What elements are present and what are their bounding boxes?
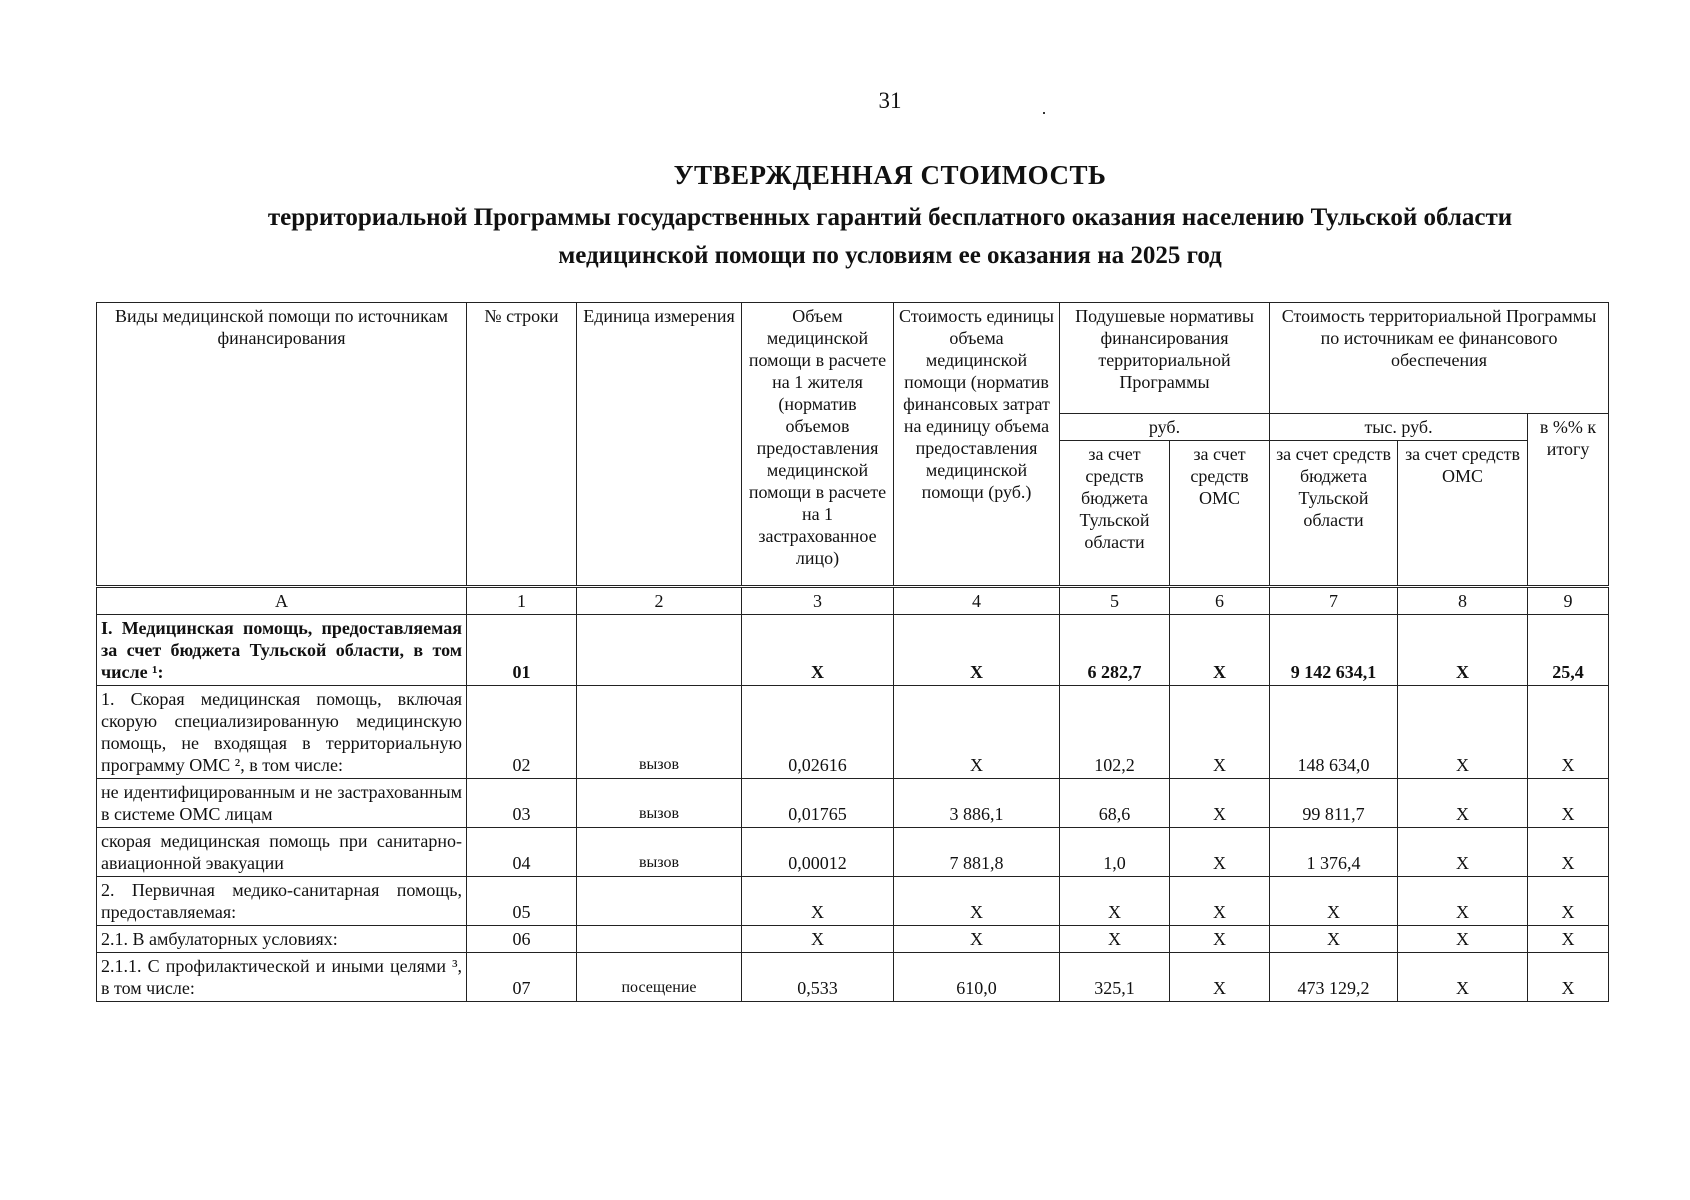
row-volume: 0,00012 bbox=[742, 828, 894, 877]
table-row bbox=[97, 686, 1609, 779]
row-number: 01 bbox=[467, 615, 577, 686]
row-per-capita-oms: Х bbox=[1170, 686, 1270, 779]
table-row bbox=[97, 953, 1609, 1002]
numbering-cell: 6 bbox=[1170, 587, 1270, 615]
row-description: 2.1. В амбулаторных условиях: bbox=[97, 926, 467, 953]
header-group-7-9: Стоимость территориальной Программы по источникам ее финансового обеспечения bbox=[1270, 303, 1609, 414]
row-unit: посещение bbox=[577, 953, 742, 1002]
document-title bbox=[180, 160, 1600, 275]
row-cost-oms: Х bbox=[1398, 828, 1528, 877]
row-volume: 0,02616 bbox=[742, 686, 894, 779]
header-col-8: за счет средств ОМС bbox=[1398, 441, 1528, 587]
row-unit-cost: 7 881,8 bbox=[894, 828, 1060, 877]
row-description: скорая медицинская помощь при санитарно-авиационной эвакуации bbox=[97, 828, 467, 877]
row-description: 1. Скорая медицинская помощь, включая скорую специализированную медицинскую помощь, не входящая в территориальную программу ОМС ², в том числе: bbox=[97, 686, 467, 779]
header-row-1 bbox=[97, 303, 1609, 414]
row-percent: 25,4 bbox=[1528, 615, 1609, 686]
header-unit-rub: руб. bbox=[1060, 414, 1270, 441]
table-row bbox=[97, 926, 1609, 953]
row-percent: Х bbox=[1528, 686, 1609, 779]
row-cost-oms: Х bbox=[1398, 953, 1528, 1002]
row-number: 03 bbox=[467, 779, 577, 828]
table-row bbox=[97, 877, 1609, 926]
cost-table bbox=[96, 302, 1609, 1002]
row-cost-budget: 9 142 634,1 bbox=[1270, 615, 1398, 686]
numbering-cell: 1 bbox=[467, 587, 577, 615]
row-per-capita-oms: Х bbox=[1170, 615, 1270, 686]
row-per-capita-oms: Х bbox=[1170, 926, 1270, 953]
row-per-capita-oms: Х bbox=[1170, 828, 1270, 877]
table-row bbox=[97, 779, 1609, 828]
row-percent: Х bbox=[1528, 926, 1609, 953]
row-volume: 0,533 bbox=[742, 953, 894, 1002]
row-number: 06 bbox=[467, 926, 577, 953]
row-unit: вызов bbox=[577, 779, 742, 828]
table-row bbox=[97, 828, 1609, 877]
header-col-a: Виды медицинской помощи по источникам финансирования bbox=[97, 303, 467, 587]
row-cost-budget: 99 811,7 bbox=[1270, 779, 1398, 828]
row-cost-oms: Х bbox=[1398, 926, 1528, 953]
numbering-row bbox=[97, 587, 1609, 615]
row-cost-budget: Х bbox=[1270, 877, 1398, 926]
numbering-cell: 4 bbox=[894, 587, 1060, 615]
numbering-cell: 3 bbox=[742, 587, 894, 615]
row-per-capita-oms: Х bbox=[1170, 877, 1270, 926]
row-per-capita-oms: Х bbox=[1170, 779, 1270, 828]
row-cost-oms: Х bbox=[1398, 615, 1528, 686]
row-cost-oms: Х bbox=[1398, 686, 1528, 779]
row-per-capita-budget: Х bbox=[1060, 877, 1170, 926]
row-per-capita-budget: 6 282,7 bbox=[1060, 615, 1170, 686]
row-percent: Х bbox=[1528, 877, 1609, 926]
header-col-1: № строки bbox=[467, 303, 577, 587]
page-number: 31 bbox=[878, 88, 902, 113]
header-group-5-6: Подушевые нормативы финансирования территориальной Программы bbox=[1060, 303, 1270, 414]
header-col-5: за счет средств бюджета Тульской области bbox=[1060, 441, 1170, 587]
row-per-capita-budget: 1,0 bbox=[1060, 828, 1170, 877]
row-per-capita-oms: Х bbox=[1170, 953, 1270, 1002]
header-col-7: за счет средств бюджета Тульской области bbox=[1270, 441, 1398, 587]
row-per-capita-budget: 102,2 bbox=[1060, 686, 1170, 779]
header-unit-thous: тыс. руб. bbox=[1270, 414, 1528, 441]
row-number: 02 bbox=[467, 686, 577, 779]
numbering-cell: 2 bbox=[577, 587, 742, 615]
row-cost-budget: Х bbox=[1270, 926, 1398, 953]
numbering-cell: 7 bbox=[1270, 587, 1398, 615]
row-volume: 0,01765 bbox=[742, 779, 894, 828]
row-unit bbox=[577, 615, 742, 686]
row-cost-oms: Х bbox=[1398, 779, 1528, 828]
header-col-2: Единица измерения bbox=[577, 303, 742, 587]
row-number: 04 bbox=[467, 828, 577, 877]
row-cost-budget: 148 634,0 bbox=[1270, 686, 1398, 779]
title-line-3: медицинской помощи по условиям ее оказания на 2025 год bbox=[558, 242, 1222, 269]
row-unit-cost: Х bbox=[894, 926, 1060, 953]
row-unit-cost: Х bbox=[894, 615, 1060, 686]
row-per-capita-budget: Х bbox=[1060, 926, 1170, 953]
row-description: 2.1.1. С профилактической и иными целями ³, в том числе: bbox=[97, 953, 467, 1002]
row-percent: Х bbox=[1528, 828, 1609, 877]
row-unit-cost: 610,0 bbox=[894, 953, 1060, 1002]
title-main: УТВЕРЖДЕННАЯ СТОИМОСТЬ bbox=[673, 160, 1107, 190]
numbering-cell: 5 bbox=[1060, 587, 1170, 615]
numbering-cell: 9 bbox=[1528, 587, 1609, 615]
row-unit bbox=[577, 926, 742, 953]
numbering-cell: 8 bbox=[1398, 587, 1528, 615]
row-number: 07 bbox=[467, 953, 577, 1002]
row-cost-budget: 1 376,4 bbox=[1270, 828, 1398, 877]
row-description: 2. Первичная медико-санитарная помощь, предоставляемая: bbox=[97, 877, 467, 926]
row-cost-budget: 473 129,2 bbox=[1270, 953, 1398, 1002]
row-unit: вызов bbox=[577, 686, 742, 779]
row-volume: Х bbox=[742, 877, 894, 926]
table-row bbox=[97, 615, 1609, 686]
row-unit-cost: 3 886,1 bbox=[894, 779, 1060, 828]
row-volume: Х bbox=[742, 615, 894, 686]
row-number: 05 bbox=[467, 877, 577, 926]
numbering-cell: А bbox=[97, 587, 467, 615]
row-percent: Х bbox=[1528, 953, 1609, 1002]
row-description: не идентифицированным и не застрахованным в системе ОМС лицам bbox=[97, 779, 467, 828]
row-description: I. Медицинская помощь, предоставляемая за счет бюджета Тульской области, в том числе ¹: bbox=[97, 615, 467, 686]
row-unit-cost: Х bbox=[894, 877, 1060, 926]
row-percent: Х bbox=[1528, 779, 1609, 828]
row-volume: Х bbox=[742, 926, 894, 953]
header-col-4: Стоимость единицы объема медицинской помощи (норматив финансовых затрат на единицу объема предоставления медицинской помощи (руб.) bbox=[894, 303, 1060, 587]
title-line-2: территориальной Программы государственных гарантий бесплатного оказания населению Тульской области bbox=[267, 204, 1513, 231]
row-unit-cost: Х bbox=[894, 686, 1060, 779]
row-unit bbox=[577, 877, 742, 926]
row-cost-oms: Х bbox=[1398, 877, 1528, 926]
header-col-9: в %% к итогу bbox=[1528, 414, 1609, 587]
header-col-3: Объем медицинской помощи в расчете на 1 жителя (норматив объемов предоставления медицинской помощи в расчете на 1 застрахованное лицо) bbox=[742, 303, 894, 587]
row-unit: вызов bbox=[577, 828, 742, 877]
row-per-capita-budget: 68,6 bbox=[1060, 779, 1170, 828]
scan-speck bbox=[1043, 112, 1045, 114]
row-per-capita-budget: 325,1 bbox=[1060, 953, 1170, 1002]
header-col-6: за счет средств ОМС bbox=[1170, 441, 1270, 587]
